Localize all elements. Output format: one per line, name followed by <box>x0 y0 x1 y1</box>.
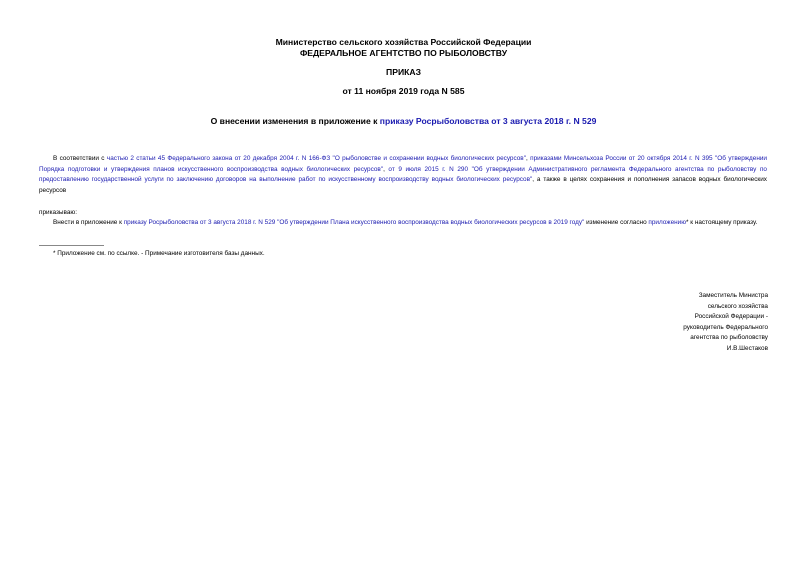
signature-line: Российской Федерации - <box>694 313 768 321</box>
signature-line: сельского хозяйства <box>707 302 768 310</box>
p3-text-a: Внести в приложение к <box>53 219 124 226</box>
federal-law-link[interactable]: частью 2 статьи 45 Федерального закона от 20 декабря 2004 г. N 166-ФЗ "О рыболовстве и сохранении водных биологических ресурсов" <box>106 155 526 162</box>
footnote-divider <box>39 245 104 246</box>
p3-text-c: * к настоящему приказу. <box>686 219 758 226</box>
p1-text-b: , <box>525 155 531 162</box>
body-paragraph-1 <box>39 154 767 196</box>
ministry-title: Министерство сельского хозяйства Российской Федерации <box>275 37 532 47</box>
subject-prefix: О внесении изменения в приложение к <box>210 116 380 126</box>
document-date-number: от 11 ноября 2019 года N 585 <box>342 86 465 96</box>
signature-line: Заместитель Министра <box>698 292 768 299</box>
p3-text-b: изменение согласно <box>584 219 649 226</box>
signature-block <box>608 291 768 355</box>
p1-text-d: , а также в целях сохранения и пополнения запасов водных биологических ресурсов <box>39 176 767 194</box>
footnote: * Приложение см. по ссылке. - Примечание изготовителя базы данных. <box>53 250 265 257</box>
signature-line: руководитель Федерального <box>683 323 768 331</box>
p1-text-c: , <box>383 165 389 173</box>
body-paragraph-2: приказываю: <box>39 209 77 216</box>
body-paragraph-3 <box>39 218 767 229</box>
document-subject <box>0 116 807 127</box>
signature-line: агентства по рыболовству <box>690 334 768 342</box>
subject-link[interactable]: приказу Росрыболовства от 3 августа 2018 г. N 529 <box>379 116 597 126</box>
regulation-order-link[interactable]: от 9 июля 2015 г. N 290 "Об утверждении Административного регламента Федерального агентства по рыболовству по предоставлению государственной услуги по заключению договоров на выполнение работ по искусственному воспроизводству водных биологических ресурсов" <box>39 165 767 184</box>
p1-text-a: В соответствии с <box>53 155 107 162</box>
signature-name: И.В.Шестаков <box>726 344 768 352</box>
agency-title: ФЕДЕРАЛЬНОЕ АГЕНТСТВО ПО РЫБОЛОВСТВУ <box>299 48 508 58</box>
appendix-link[interactable]: приложению <box>648 219 687 226</box>
document-type: ПРИКАЗ <box>386 67 421 77</box>
plan-order-link[interactable]: приказу Росрыболовства от 3 августа 2018 г. N 529 "Об утверждении Плана искусственного воспроизводства водных биологических ресурсов в 2019 году" <box>123 219 585 226</box>
minselhoz-order-link[interactable]: приказами Минсельхоза России от 20 октября 2014 г. N 395 "Об утверждении Порядка подготовки и утверждения планов искусственного воспроизводства водных биологических ресурсов" <box>39 155 767 173</box>
